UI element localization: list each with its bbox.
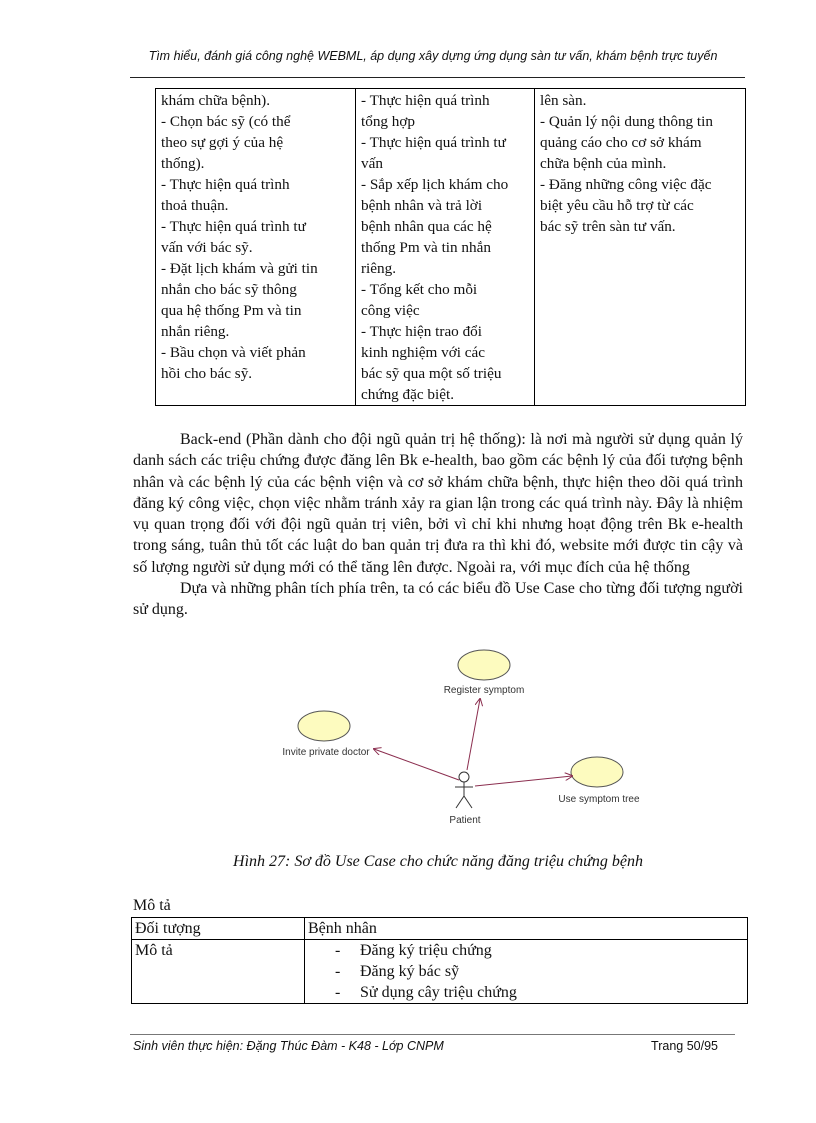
cell-line: - Thực hiện quá trình tư — [161, 218, 306, 235]
page-number: Trang 50/95 — [651, 1039, 718, 1053]
actor-label: Patient — [449, 815, 481, 826]
cell-line: - Thực hiện quá trình — [361, 92, 490, 109]
cell-line: - Chọn bác sỹ (có thể — [161, 113, 291, 130]
cell-line: - Quản lý nội dung thông tin — [540, 113, 713, 130]
list-item: - Đăng ký triệu chứng — [335, 940, 744, 961]
use-case-label-register: Register symptom — [443, 685, 525, 696]
cell-line: bác sỹ trên sàn tư vấn. — [540, 218, 676, 235]
cell-line: bệnh nhân qua các hệ — [361, 218, 492, 235]
cell-line: thống Pm và tin nhắn — [361, 239, 491, 256]
cell-line: hồi cho bác sỹ. — [161, 365, 253, 382]
cell-line: khám chữa bệnh). — [161, 92, 271, 109]
cell-line: lên sàn. — [540, 92, 587, 109]
use-case-label-invite: Invite private doctor — [282, 747, 370, 758]
footer-author: Sinh viên thực hiện: Đặng Thúc Đàm - K48 - Lớp CNPM — [133, 1039, 444, 1053]
cell-line: - Sắp xếp lịch khám cho — [361, 176, 509, 193]
cell-line: bác sỹ qua một số triệu — [361, 365, 502, 382]
cell-line: nhắn riêng. — [161, 323, 230, 340]
cell-line: chứng đặc biệt. — [361, 386, 454, 403]
use-case-diagram — [270, 646, 670, 836]
cell-line: vấn — [361, 155, 383, 172]
association-invite — [374, 749, 459, 780]
cell-line: - Thực hiện trao đổi — [361, 323, 482, 340]
cell-line: quảng cáo cho cơ sở khám — [540, 134, 702, 151]
page-header: Tìm hiểu, đánh giá công nghệ WEBML, áp dụng xây dựng ứng dụng sàn tư vấn, khám bệnh trực tuyến — [148, 49, 718, 63]
cell-line: thống). — [161, 155, 205, 172]
table-row — [132, 918, 748, 940]
cell-line: - Thực hiện quá trình — [161, 176, 290, 193]
cell-line: vấn với bác sỹ. — [161, 239, 253, 256]
description-list — [308, 940, 744, 1003]
use-case-label-tree: Use symptom tree — [558, 794, 640, 805]
desc-value-object: Bệnh nhân — [305, 918, 748, 940]
association-register — [467, 699, 480, 770]
cell-line: theo sự gợi ý của hệ — [161, 134, 284, 151]
role-function-table — [155, 88, 746, 406]
paragraph-usecase-intro: Dựa và những phân tích phía trên, ta có các biểu đồ Use Case cho từng đối tượng người sử dụng. — [133, 580, 743, 619]
table-cell-col2 — [356, 89, 535, 406]
desc-key-object: Đối tượng — [132, 918, 305, 940]
desc-value-description — [305, 940, 748, 1004]
cell-line: công việc — [361, 302, 420, 319]
desc-key-description: Mô tả — [132, 940, 305, 1004]
patient-actor — [455, 772, 473, 808]
footer-divider — [130, 1034, 735, 1035]
list-item: - Đăng ký bác sỹ — [335, 961, 744, 982]
table-cell-col1 — [156, 89, 356, 406]
body-text — [133, 429, 743, 621]
cell-line: thoả thuận. — [161, 197, 229, 214]
use-case-symptom-tree — [571, 757, 623, 787]
use-case-register-symptom — [458, 650, 510, 680]
cell-line: qua hệ thống Pm và tin — [161, 302, 302, 319]
table-cell-col3 — [535, 89, 746, 406]
list-item: - Sử dụng cây triệu chứng — [335, 982, 744, 1003]
cell-line: - Đăng những công việc đặc — [540, 176, 712, 193]
table-row — [156, 89, 746, 406]
cell-line: - Thực hiện quá trình tư — [361, 134, 506, 151]
association-tree — [475, 776, 572, 786]
cell-line: nhắn cho bác sỹ thông — [161, 281, 297, 298]
use-case-invite-private-doctor — [298, 711, 350, 741]
cell-line: chữa bệnh của mình. — [540, 155, 667, 172]
header-divider — [130, 77, 745, 78]
description-table — [131, 917, 748, 1004]
cell-line: bệnh nhân và trả lời — [361, 197, 483, 214]
table-row — [132, 940, 748, 1004]
cell-line: riêng. — [361, 260, 397, 277]
cell-line: biệt yêu cầu hỗ trợ từ các — [540, 197, 694, 214]
description-label: Mô tả — [133, 897, 171, 914]
cell-line: tổng hợp — [361, 113, 416, 130]
paragraph-backend: Back-end (Phần dành cho đội ngũ quản trị hệ thống): là nơi mà người sử dụng quản lý danh sách các triệu chứng được đăng lên Bk e-health, bao gồm các bệnh lý của đối tượng bệnh nhân và các bệnh lý của các bệnh viện và cơ sở khám chữa bệnh, thực hiện theo dõi quá trình đăng ký công việc, chọn việc nhằm tránh xảy ra gian lận trong các quá trình này. Đây là nhiệm vụ quan trọng đối với đội ngũ quản trị viên, bởi vì chỉ khi nhưng hoạt động trên Bk e-health trong sáng, tuân thủ tốt các luật do ban quản trị đưa ra thì khi đó, website mới được tin cậy và số lượng người sử dụng mới có thể tăng lên được. Ngoài ra, với mục đích của hệ thống — [133, 431, 743, 576]
figure-caption: Hình 27: Sơ đồ Use Case cho chức năng đăng triệu chứng bệnh — [233, 853, 643, 870]
cell-line: kinh nghiệm với các — [361, 344, 486, 361]
cell-line: - Tổng kết cho mỗi — [361, 281, 478, 298]
cell-line: - Đặt lịch khám và gửi tin — [161, 260, 318, 277]
cell-line: - Bầu chọn và viết phản — [161, 344, 306, 361]
